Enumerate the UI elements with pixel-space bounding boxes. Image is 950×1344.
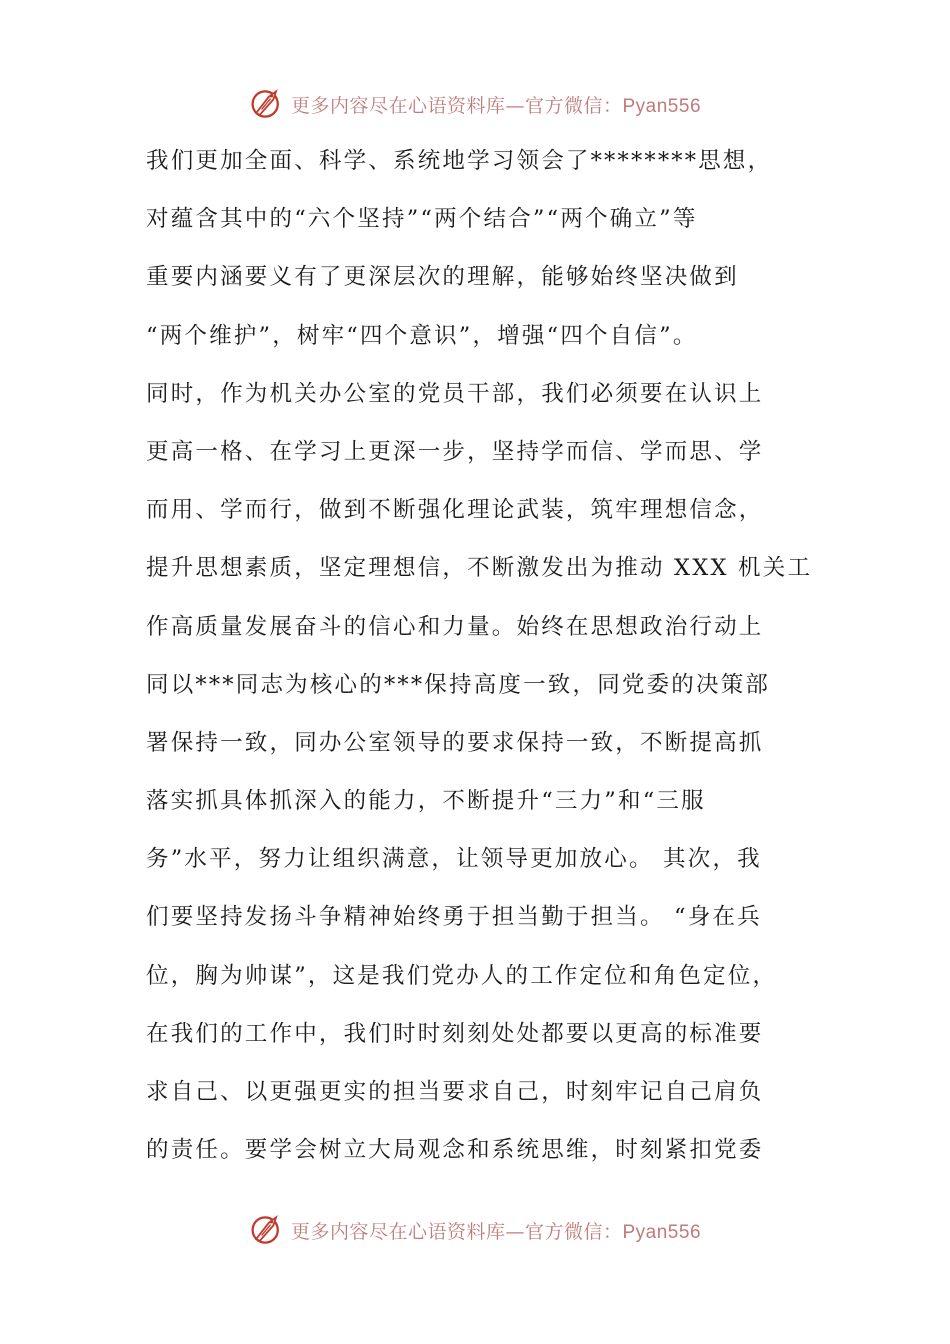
document-line: 我们更加全面、科学、系统地学习领会了********思想，: [146, 148, 773, 174]
document-line: 而用、学而行，做到不断强化理论武装，筑牢理想信念，: [146, 497, 764, 524]
footer-banner: [0, 1210, 950, 1250]
footer-banner-text: [291, 1217, 701, 1244]
document-line: 们要坚持发扬斗争精神始终勇于担当勤于担当。 “身在兵: [146, 904, 762, 931]
header-banner-handle: Pyan556: [622, 95, 702, 117]
document-line: 更高一格、在学习上更深一步，坚持学而信、学而思、学: [146, 438, 764, 465]
header-banner-label: 更多内容尽在心语资料库—官方微信：: [290, 94, 623, 117]
document-line: 在我们的工作中，我们时时刻刻处处都要以更高的标准要: [146, 1020, 764, 1047]
document-line: “两个维护”，树牢“四个意识”，增强“四个自信”。: [146, 322, 698, 349]
document-line: 位，胸为帅谋”，这是我们党办人的工作定位和角色定位，: [146, 962, 778, 989]
document-line: 务”水平，努力让组织满意，让领导更加放心。 其次，我: [146, 846, 762, 873]
document-line: 提升思想素质，坚定理想信，不断激发出为推动 XXX 机关工: [146, 555, 813, 582]
pen-nib-logo-icon: [249, 86, 285, 122]
document-line: 同以***同志为核心的***保持高度一致，同党委的决策部: [146, 671, 771, 698]
document-line: 同时，作为机关办公室的党员干部，我们必须要在认识上: [146, 380, 764, 407]
footer-banner-handle: Pyan556: [622, 1221, 702, 1243]
document-body: [146, 132, 826, 1179]
footer-banner-label: 更多内容尽在心语资料库—官方微信：: [290, 1220, 623, 1243]
document-line: 对蕴含其中的“六个坚持”“两个结合”“两个确立”等: [146, 206, 698, 233]
document-line: 求自己、以更强更实的担当要求自己，时刻牢记自己肩负: [146, 1079, 764, 1105]
document-line: 落实抓具体抓深入的能力，不断提升“三力”和“三服: [146, 788, 706, 815]
header-banner-text: [291, 91, 701, 118]
document-line: 重要内涵要义有了更深层次的理解，能够始终坚决做到: [146, 264, 739, 291]
pen-nib-logo-icon: [249, 1212, 285, 1248]
document-line: 作高质量发展奋斗的信心和力量。始终在思想政治行动上: [146, 613, 764, 640]
header-banner: [0, 84, 950, 124]
document-line: 的责任。要学会树立大局观念和系统思维，时刻紧扣党委: [146, 1137, 764, 1164]
document-line: 署保持一致，同办公室领导的要求保持一致，不断提高抓: [146, 729, 764, 756]
